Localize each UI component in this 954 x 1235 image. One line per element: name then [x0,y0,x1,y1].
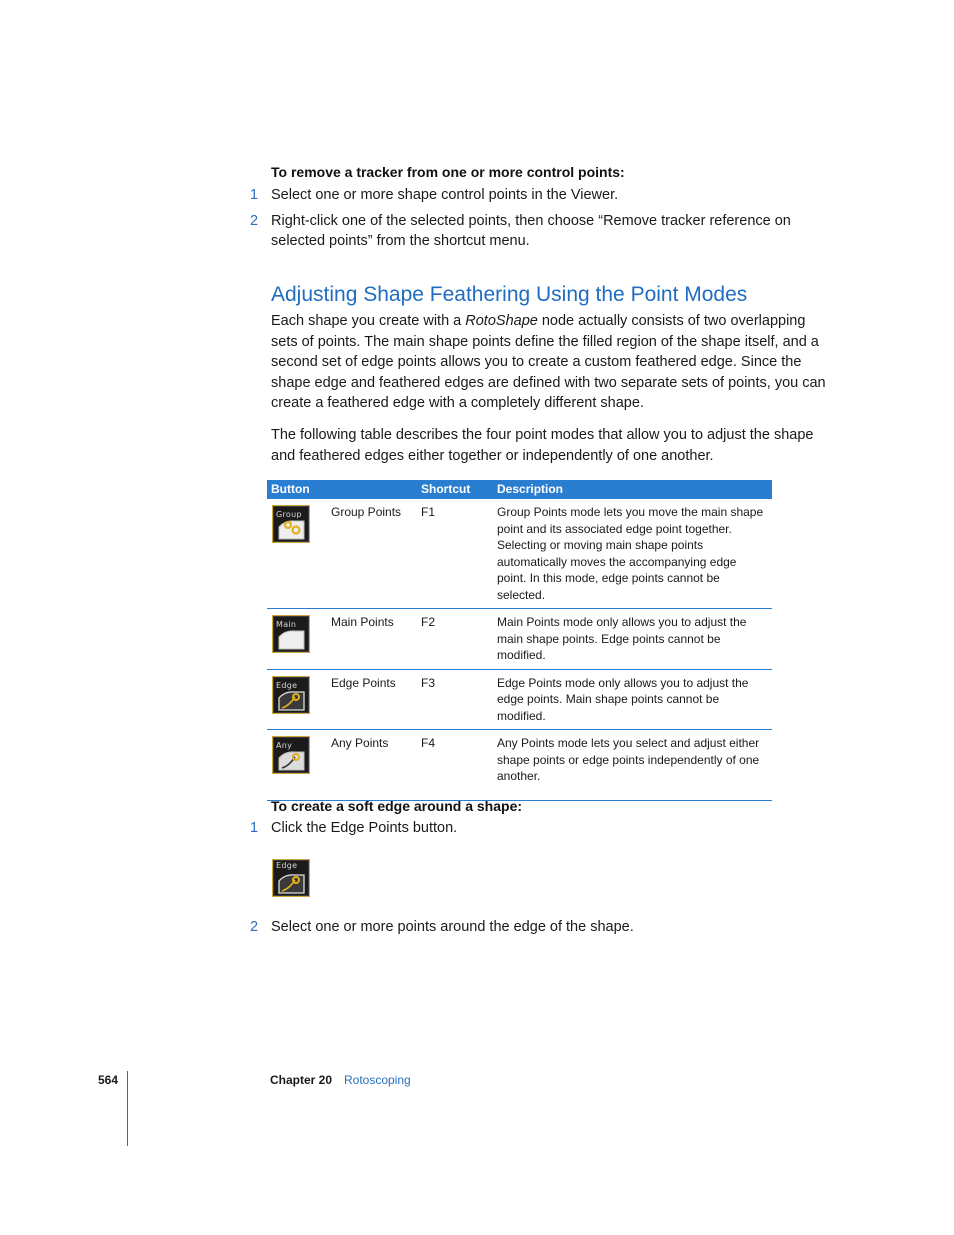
step-number: 1 [250,187,259,203]
table-row [267,609,772,670]
main-points-icon [272,615,310,653]
edge-points-button-illustration [271,858,310,897]
mode-shortcut: F4 [421,736,436,750]
mode-name: Group Points [331,505,402,519]
table-header-row [267,480,772,499]
table-row [267,669,772,730]
step-1 [250,185,810,205]
icon-label: Main [276,620,297,629]
step-2 [250,917,810,937]
step-text: Right-click one of the selected points, then choose “Remove tracker reference on selected points” from the shortcut menu. [271,213,791,249]
table-row [267,730,772,801]
footer-divider [127,1071,128,1146]
mode-description: Any Points mode lets you select and adjust either shape points or edge points independently of one another. [497,736,760,783]
step-number: 2 [250,919,259,935]
step-number: 1 [250,820,259,836]
icon-label: Edge [276,861,298,870]
step-text: Click the Edge Points button. [271,820,458,836]
intro-paragraph [271,311,827,414]
step-text: Select one or more shape control points in the Viewer. [271,187,619,203]
table-intro-paragraph: The following table describes the four point modes that allow you to adjust the shape and feathered edges either together or independently of one another. [271,427,814,464]
mode-name: Any Points [331,736,389,750]
page-number: 564 [98,1073,119,1087]
icon-label: Any [276,741,293,750]
point-modes-table [267,480,772,801]
mode-shortcut: F3 [421,675,436,690]
step-text: Select one or more points around the edge of the shape. [271,919,634,935]
task-heading-soft-edge: To create a soft edge around a shape: [271,798,523,814]
section-title: Adjusting Shape Feathering Using the Point Modes [271,283,748,306]
mode-name: Edge Points [331,675,396,690]
mode-description: Group Points mode lets you move the main shape point and its associated edge point together. Selecting or moving main shape points automatically moves the accompanying edge point. In this mode, edge points cannot be selected. [497,505,764,602]
mode-shortcut: F2 [421,615,436,629]
column-header-shortcut: Shortcut [417,480,493,499]
mode-shortcut: F1 [421,505,436,519]
mode-description: Main Points mode only allows you to adjust the main shape points. Edge points cannot be modified. [497,615,747,662]
mode-name: Main Points [331,615,394,629]
icon-label: Group [276,510,302,519]
column-header-button: Button [267,480,417,499]
column-header-description: Description [493,480,772,499]
step-1 [250,818,810,838]
group-points-icon [272,505,310,543]
mode-description: Edge Points mode only allows you to adjust the edge points. Main shape points cannot be modified. [497,675,749,723]
para-text: Each shape you create with a [271,313,466,329]
node-name: RotoShape [465,313,538,329]
para-text: node actually consists of two overlapping sets of points. The main shape points define the filled region of the shape itself, and a second set of edge points allows you to create a custom feathered edge. Since the shape edge and feathered edges are defined with two separate sets of points, you can create a feathered edge with a completely different shape. [271,313,826,411]
edge-points-icon [272,859,310,897]
icon-label: Edge [276,680,298,690]
any-points-icon [272,736,310,774]
task-heading-remove-tracker: To remove a tracker from one or more control points: [271,164,625,180]
chapter-label: Chapter 20 [270,1073,333,1087]
table-row [267,499,772,609]
edge-points-icon [272,676,310,714]
chapter-title: Rotoscoping [344,1073,411,1087]
step-number: 2 [250,213,259,229]
step-2 [250,211,810,251]
